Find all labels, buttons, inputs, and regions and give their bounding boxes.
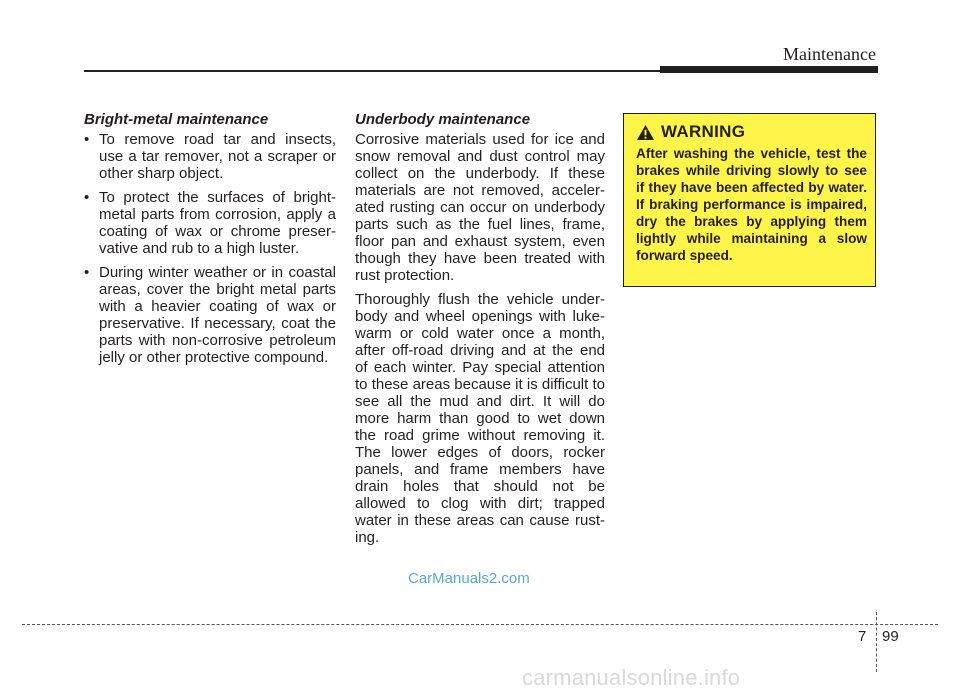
site-watermark: carmanualsonline.info [522, 665, 741, 690]
watermark-link[interactable]: CarManuals2.com [408, 570, 530, 587]
list-item-text: During winter weather or in coastal areas, cover the bright metal parts with a heavier coating of wax or preservative. If necessary, coat the parts with non-corrosive petroleum jelly or other protective compound. [99, 264, 336, 366]
list-item-text: To protect the surfaces of bright-metal parts from corrosion, apply a coating of wax or chrome preser-vative and rub to a high luster. [99, 189, 336, 257]
chapter-number: 7 [858, 628, 867, 645]
warning-header [636, 122, 867, 142]
page-number: 99 [882, 628, 899, 645]
bullet-icon: • [84, 189, 90, 206]
bullet-icon: • [84, 264, 90, 281]
header-rule [84, 70, 660, 72]
bullet-icon: • [84, 131, 90, 148]
section-heading: Underbody maintenance [355, 111, 531, 128]
header-rule-thick [660, 66, 878, 73]
warning-triangle-icon [636, 124, 655, 141]
list-item [84, 189, 336, 257]
footer-divider [22, 624, 938, 625]
footer-vertical-divider [876, 612, 877, 672]
warning-title: WARNING [661, 122, 746, 141]
header-title: Maintenance [783, 44, 876, 64]
bullet-list [84, 131, 336, 366]
list-item [84, 131, 336, 182]
warning-box [623, 113, 876, 287]
list-item-text: To remove road tar and insects, use a tar remover, not a scraper or other sharp object. [99, 131, 336, 182]
section-heading: Bright-metal maintenance [84, 111, 269, 128]
list-item [84, 264, 336, 366]
warning-text: After washing the vehicle, test the brakes while driving slowly to see if they have been affected by water. If braking performance is impaired, dry the brakes by applying them lightly while maintaining a slow forward speed. [636, 146, 867, 263]
paragraph: Thoroughly flush the vehicle under-body and wheel openings with luke-warm or cold water once a month, after off-road driving and at the end of each winter. Pay special attention to these areas because it is difficult to see all the mud and dirt. It will do more harm than good to wet down the road grime without removing it. The lower edges of doors, rocker panels, and frame members have drain holes that should not be allowed to clog with dirt; trapped water in these areas can cause rust-ing. [355, 291, 605, 546]
paragraph: Corrosive materials used for ice and snow removal and dust control may collect on the underbody. If these materials are not removed, acceler-ated rusting can occur on underbody parts such as the fuel lines, frame, floor pan and exhaust system, even though they have been treated with rust protection. [355, 131, 605, 284]
underbody-section [355, 111, 605, 553]
bright-metal-section [84, 111, 336, 373]
